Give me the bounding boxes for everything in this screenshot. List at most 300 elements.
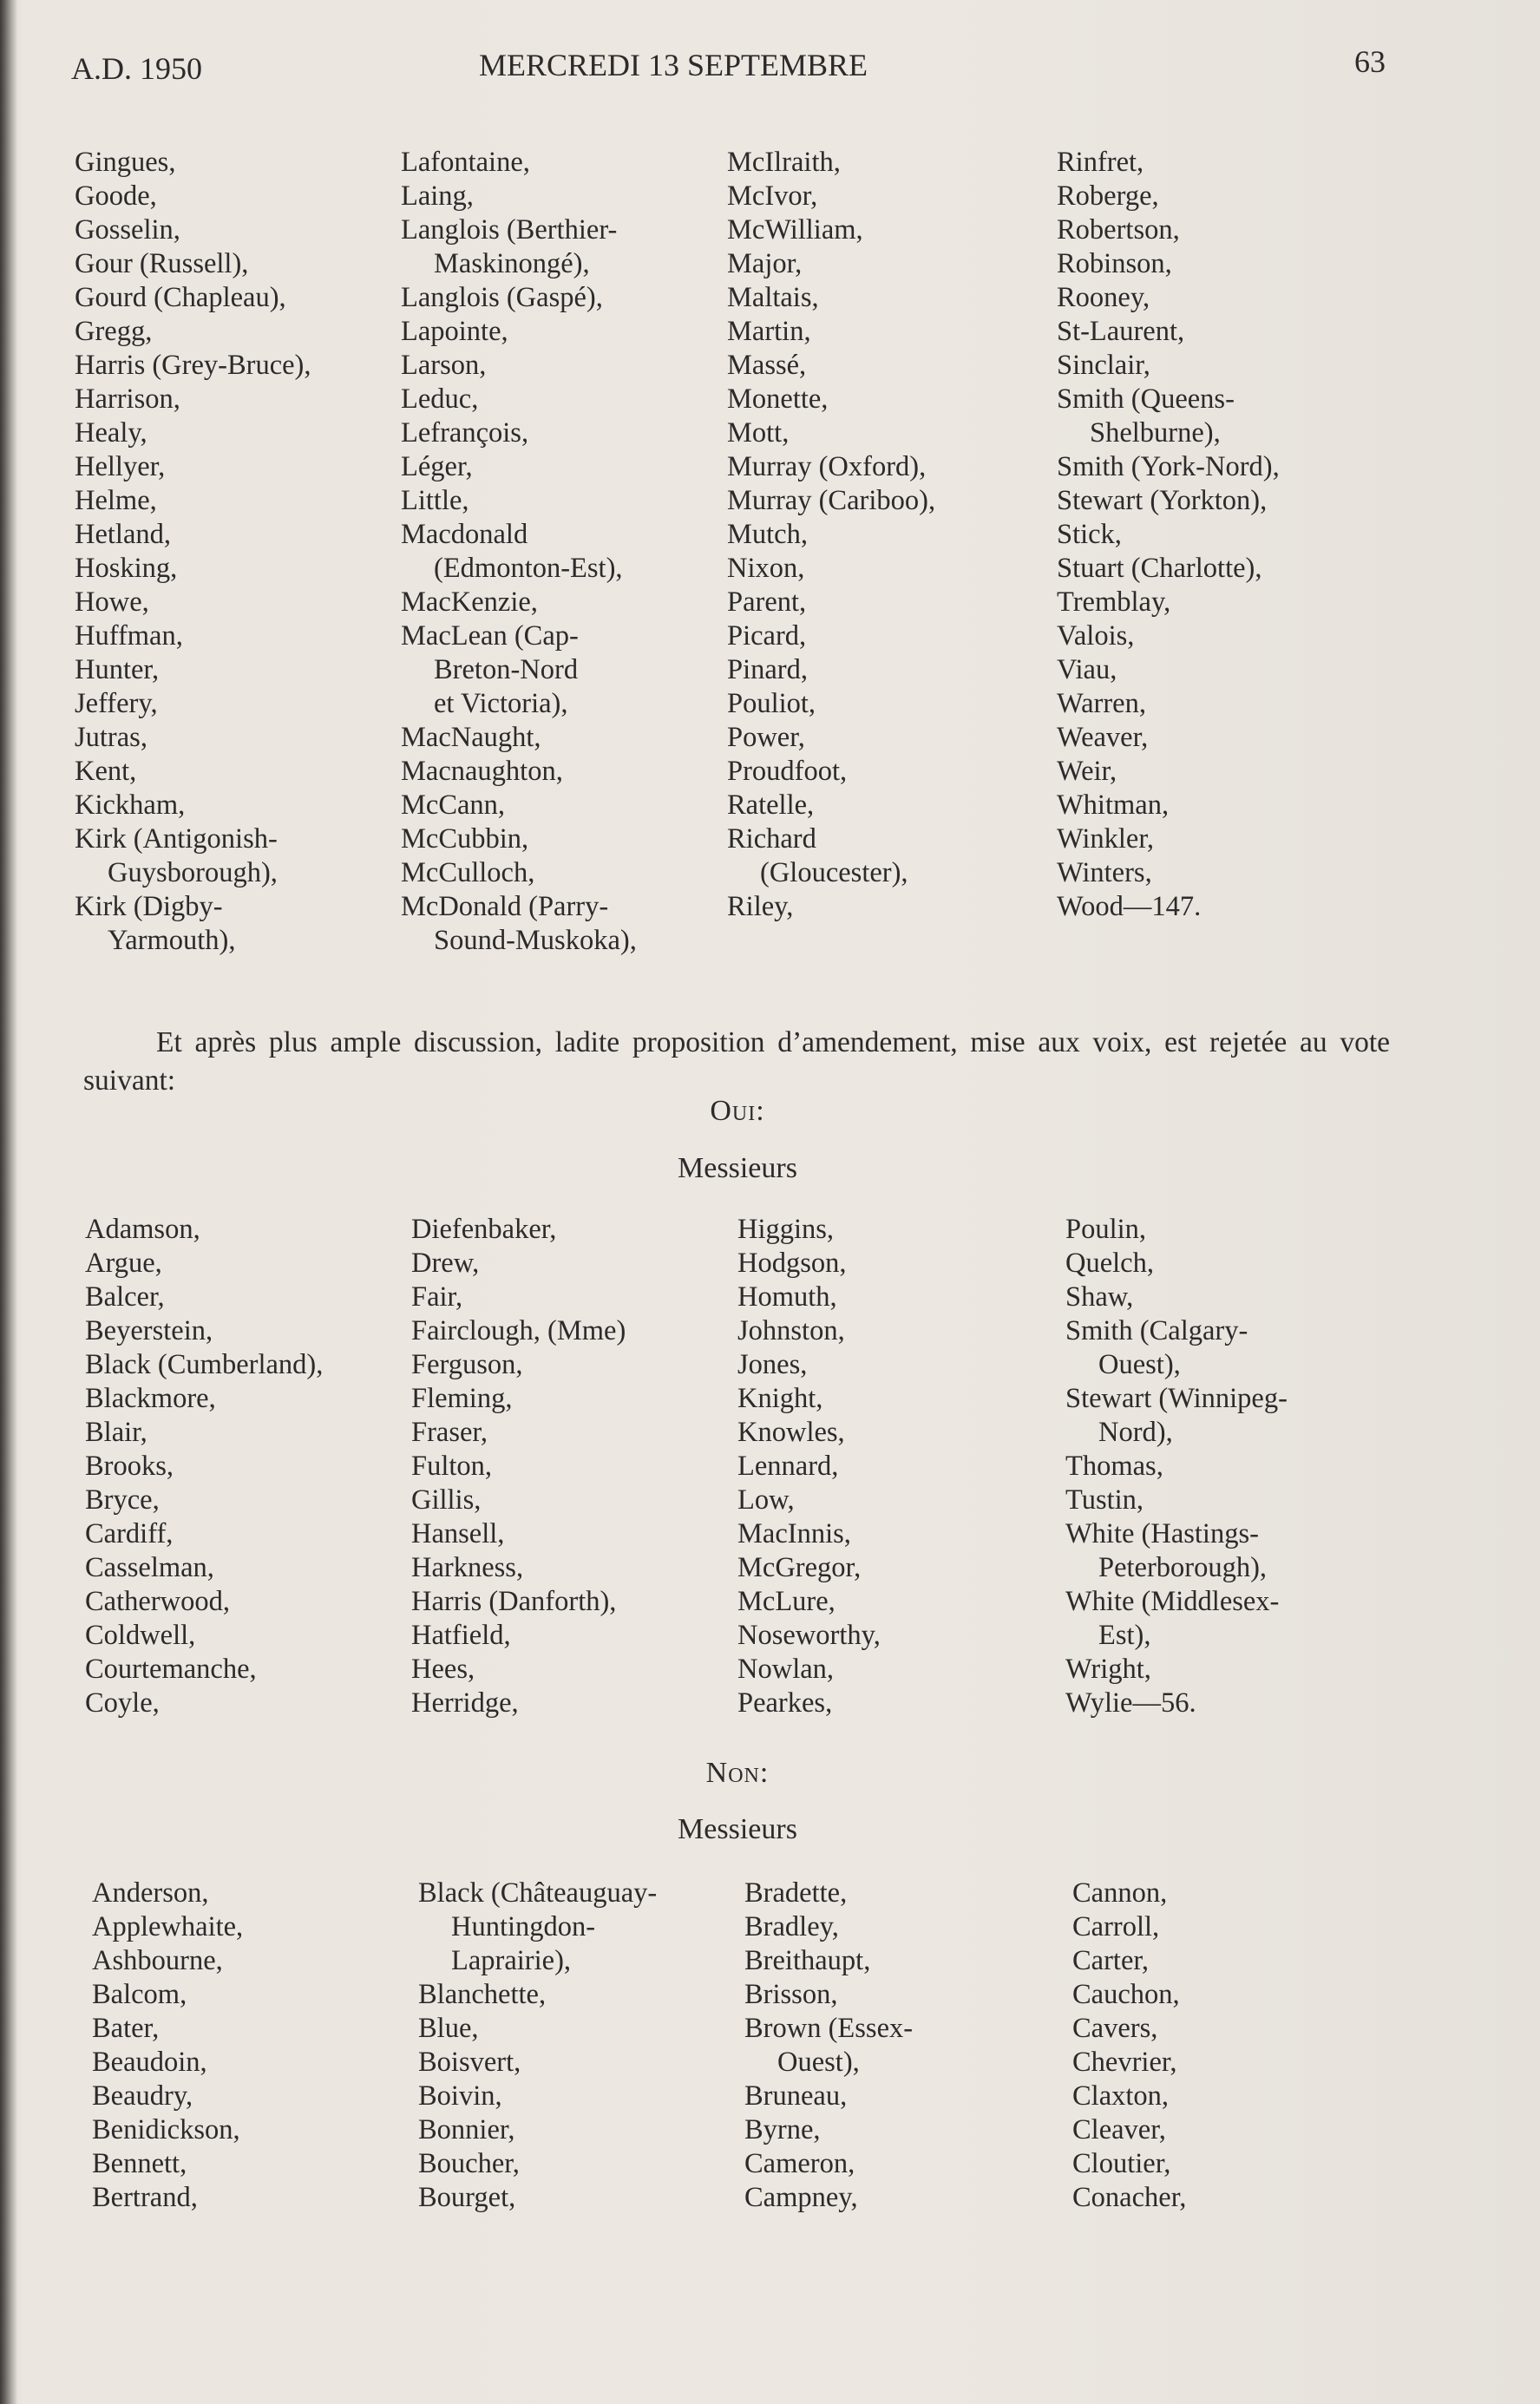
member-name (85, 1281, 411, 1314)
member-name-line: Carroll, (1072, 1911, 1160, 1942)
member-name (85, 1585, 411, 1619)
member-name (1072, 1944, 1186, 1978)
member-name-line: Whitman, (1057, 789, 1170, 821)
member-name (75, 315, 401, 349)
member-name-line: Anderson, (92, 1877, 209, 1909)
member-name (727, 619, 1057, 653)
member-name-line: Bonnier, (418, 2114, 515, 2145)
member-name-line: Adamson, (85, 1214, 200, 1245)
member-name-line: Diefenbaker, (411, 1214, 557, 1245)
member-name-line: MacInnis, (737, 1518, 851, 1549)
member-name (737, 1619, 1065, 1653)
member-name (92, 1910, 418, 1944)
member-name-line: Boucher, (418, 2148, 520, 2179)
member-name-line: Harris (Danforth), (411, 1586, 617, 1617)
member-name-line: Jeffery, (75, 688, 158, 719)
member-name-line: Low, (737, 1484, 795, 1516)
member-name-line: Stuart (Charlotte), (1057, 553, 1262, 584)
member-name-line: Beyerstein, (85, 1315, 213, 1346)
member-name-line: Weir, (1057, 756, 1117, 787)
member-name (85, 1247, 411, 1281)
member-name (1057, 518, 1280, 552)
member-name (85, 1382, 411, 1416)
member-name-line: Kirk (Antigonish- (75, 823, 278, 855)
member-name (1072, 2113, 1186, 2147)
member-name (727, 349, 1057, 383)
member-name (1072, 2012, 1186, 2046)
member-name-line: Goode, (75, 180, 157, 212)
page-number: 63 (1354, 44, 1386, 79)
member-name-line: Tremblay, (1057, 586, 1171, 618)
member-name (1057, 687, 1280, 721)
member-name (75, 687, 401, 721)
member-name (92, 1877, 418, 1910)
member-name (418, 2147, 744, 2181)
member-name-line: Little, (401, 485, 469, 516)
member-name-line: Poulin, (1065, 1214, 1147, 1245)
member-name (411, 1314, 737, 1348)
member-name-line: Kent, (75, 756, 137, 787)
member-name-line: Rooney, (1057, 282, 1150, 313)
member-name-line: Helme, (75, 485, 157, 516)
name-column (411, 1213, 737, 1720)
name-column (401, 146, 727, 958)
member-name (727, 383, 1057, 416)
member-name-line: Robinson, (1057, 248, 1172, 279)
member-name-line: Sinclair, (1057, 350, 1150, 381)
member-name (75, 552, 401, 586)
member-name-line: Robertson, (1057, 214, 1180, 246)
member-name-line: Gourd (Chapleau), (75, 282, 286, 313)
member-name (75, 383, 401, 416)
member-name-line: Applewhaite, (92, 1911, 244, 1942)
name-column (75, 146, 401, 958)
member-name-line: Tustin, (1065, 1484, 1144, 1516)
header-date: MERCREDI 13 SEPTEMBRE (479, 48, 868, 82)
member-name-continuation: Guysborough), (108, 857, 278, 888)
page-binding-shadow (0, 0, 17, 2404)
member-name-line: Catherwood, (85, 1586, 230, 1617)
member-name (727, 687, 1057, 721)
member-name-line: Ashbourne, (92, 1945, 223, 1976)
member-name-line: Lefrançois, (401, 417, 529, 449)
member-name (727, 755, 1057, 789)
member-name (401, 755, 727, 789)
member-name (744, 2147, 1072, 2181)
member-name (1057, 349, 1280, 383)
member-name-line: Lennard, (737, 1451, 839, 1482)
member-name (727, 822, 1057, 890)
member-name-continuation: Shelburne), (1090, 417, 1221, 449)
member-name-line: Richard (727, 823, 816, 855)
member-name (401, 383, 727, 416)
name-column (1072, 1877, 1186, 2215)
member-name-line: Brooks, (85, 1451, 174, 1482)
member-name (1057, 213, 1280, 247)
member-name-line: Wood—147. (1057, 891, 1202, 922)
member-name-line: Murray (Oxford), (727, 451, 927, 482)
member-name-line: Gingues, (75, 147, 176, 178)
member-name (727, 518, 1057, 552)
member-name-line: McIvor, (727, 180, 818, 212)
member-name-line: Bennett, (92, 2148, 187, 2179)
member-name (75, 822, 401, 890)
member-name (1065, 1281, 1288, 1314)
member-name (1057, 755, 1280, 789)
member-name-line: Fraser, (411, 1417, 488, 1448)
member-name (744, 1877, 1072, 1910)
member-name-line: Chevrier, (1072, 2047, 1177, 2078)
member-name-line: St-Laurent, (1057, 316, 1185, 347)
member-name (1057, 484, 1280, 518)
member-name-line: Blackmore, (85, 1383, 216, 1414)
member-name-line: Hetland, (75, 519, 172, 550)
member-name (401, 890, 727, 958)
member-name (401, 856, 727, 890)
member-name (727, 890, 1057, 924)
member-name (737, 1213, 1065, 1247)
member-name (85, 1450, 411, 1484)
member-name (411, 1619, 737, 1653)
member-name (744, 1944, 1072, 1978)
member-name (1057, 822, 1280, 856)
member-name (744, 2080, 1072, 2113)
member-name-line: Léger, (401, 451, 473, 482)
member-name-line: Bradette, (744, 1877, 848, 1909)
member-name-line: Beaudry, (92, 2080, 193, 2112)
member-name-line: Black (Châteauguay- (418, 1877, 658, 1909)
member-name-line: Gregg, (75, 316, 153, 347)
member-name-line: Black (Cumberland), (85, 1349, 324, 1380)
member-name (411, 1281, 737, 1314)
member-name-line: Valois, (1057, 620, 1135, 652)
member-name (418, 2113, 744, 2147)
member-name-line: Byrne, (744, 2114, 821, 2145)
member-name-line: Beaudoin, (92, 2047, 207, 2078)
name-column (744, 1877, 1072, 2215)
member-name (411, 1348, 737, 1382)
member-name (1065, 1382, 1288, 1450)
member-name (401, 518, 727, 586)
member-name (1072, 1910, 1186, 1944)
member-name-line: Courtemanche, (85, 1654, 257, 1685)
member-name-continuation: Maskinongé), (434, 248, 590, 279)
member-name-line: Macnaughton, (401, 756, 563, 787)
member-name-line: Claxton, (1072, 2080, 1170, 2112)
member-name (418, 2012, 744, 2046)
member-name (92, 1978, 418, 2012)
member-name (727, 315, 1057, 349)
member-name (1057, 721, 1280, 755)
member-name-line: McCubbin, (401, 823, 529, 855)
member-name-line: Rinfret, (1057, 147, 1144, 178)
member-name (75, 180, 401, 213)
member-name-line: McGregor, (737, 1552, 862, 1583)
name-column (92, 1877, 418, 2215)
member-name (411, 1484, 737, 1517)
member-name (401, 619, 727, 721)
member-name-line: Stewart (Yorkton), (1057, 485, 1268, 516)
member-name (727, 416, 1057, 450)
member-name-line: Blair, (85, 1417, 147, 1448)
member-name-line: Conacher, (1072, 2182, 1187, 2213)
member-name-line: Langlois (Berthier- (401, 214, 618, 246)
member-name-line: MacKenzie, (401, 586, 538, 618)
member-name-line: Pinard, (727, 654, 808, 685)
member-name-line: Parent, (727, 586, 807, 618)
member-name-line: Johnston, (737, 1315, 845, 1346)
member-name-line: Winters, (1057, 857, 1152, 888)
member-name-line: Noseworthy, (737, 1620, 881, 1651)
member-name (1057, 552, 1280, 586)
member-name-line: Bruneau, (744, 2080, 848, 2112)
member-name-line: Shaw, (1065, 1281, 1134, 1313)
oui-member-list (85, 1213, 1288, 1720)
member-name-line: Mutch, (727, 519, 808, 550)
member-name (737, 1314, 1065, 1348)
member-name-line: Wylie—56. (1065, 1687, 1196, 1719)
member-name-line: Pearkes, (737, 1687, 833, 1719)
member-name (401, 416, 727, 450)
member-name (401, 450, 727, 484)
member-name (727, 552, 1057, 586)
member-name (1057, 383, 1280, 450)
member-name-continuation: Ouest), (1098, 1349, 1181, 1380)
member-name (85, 1348, 411, 1382)
member-name (737, 1281, 1065, 1314)
member-name (75, 619, 401, 653)
member-name (411, 1517, 737, 1551)
member-name-line: White (Hastings- (1065, 1518, 1259, 1549)
member-name-line: Power, (727, 722, 805, 753)
member-name (1057, 281, 1280, 315)
member-name-line: Breithaupt, (744, 1945, 871, 1976)
member-name-line: Bradley, (744, 1911, 839, 1942)
member-name-line: Knowles, (737, 1417, 845, 1448)
member-name-line: Langlois (Gaspé), (401, 282, 603, 313)
member-name-line: Hodgson, (737, 1248, 847, 1279)
member-name-line: Boivin, (418, 2080, 502, 2112)
member-name-line: McCann, (401, 789, 506, 821)
member-name (75, 349, 401, 383)
member-name-continuation: Laprairie), (451, 1945, 572, 1976)
member-name-line: Viau, (1057, 654, 1117, 685)
member-name (401, 281, 727, 315)
member-name (75, 890, 401, 958)
member-name-continuation: Breton-Nord (434, 654, 579, 685)
member-name-line: Hellyer, (75, 451, 166, 482)
member-name-line: Cloutier, (1072, 2148, 1171, 2179)
member-name-line: Laing, (401, 180, 474, 212)
member-name-line: Herridge, (411, 1687, 519, 1719)
member-name-line: Major, (727, 248, 803, 279)
member-name (1057, 789, 1280, 822)
member-name (75, 653, 401, 687)
name-column (1057, 146, 1280, 958)
member-name-line: Fleming, (411, 1383, 513, 1414)
member-name-line: Huffman, (75, 620, 183, 652)
member-name-line: Riley, (727, 891, 794, 922)
member-name (1057, 586, 1280, 619)
member-name-line: MacNaught, (401, 722, 541, 753)
name-column (418, 1877, 744, 2215)
member-name-line: Blue, (418, 2013, 479, 2044)
member-name-line: Carter, (1072, 1945, 1150, 1976)
member-name-line: Stewart (Winnipeg- (1065, 1383, 1288, 1414)
member-name-line: Leduc, (401, 383, 479, 415)
member-name-line: Bertrand, (92, 2182, 198, 2213)
member-name (92, 2113, 418, 2147)
member-name (401, 213, 727, 281)
member-name-line: Bourget, (418, 2182, 516, 2213)
member-name-line: Hosking, (75, 553, 178, 584)
member-name-line: Smith (Calgary- (1065, 1315, 1248, 1346)
member-name (92, 2080, 418, 2113)
member-name-line: Kickham, (75, 789, 186, 821)
member-name (1065, 1585, 1288, 1653)
member-name-line: Gillis, (411, 1484, 482, 1516)
member-name (737, 1517, 1065, 1551)
member-name (1072, 2046, 1186, 2080)
member-name-line: Macdonald (401, 519, 528, 550)
member-name-line: Harrison, (75, 383, 180, 415)
member-name (75, 789, 401, 822)
member-name (418, 2046, 744, 2080)
member-name-line: Murray (Cariboo), (727, 485, 936, 516)
member-name-continuation: Nord), (1098, 1417, 1173, 1448)
member-name-line: Gour (Russell), (75, 248, 249, 279)
member-name-line: Cleaver, (1072, 2114, 1166, 2145)
member-name-line: White (Middlesex- (1065, 1586, 1280, 1617)
member-name-line: Smith (York-Nord), (1057, 451, 1280, 482)
member-name (737, 1585, 1065, 1619)
member-name-continuation: Huntingdon- (451, 1911, 596, 1942)
member-name (737, 1450, 1065, 1484)
member-name-line: Gosselin, (75, 214, 180, 246)
member-name-line: Monette, (727, 383, 829, 415)
member-name-line: Brown (Essex- (744, 2013, 914, 2044)
oui-messieurs-heading: Messieurs (678, 1152, 797, 1184)
member-name (411, 1382, 737, 1416)
member-name (411, 1585, 737, 1619)
non-heading: Non: (705, 1757, 770, 1789)
member-name-line: Knight, (737, 1383, 823, 1414)
member-name-line: Homuth, (737, 1281, 837, 1313)
member-name-line: Proudfoot, (727, 756, 848, 787)
member-name-line: Blanchette, (418, 1979, 547, 2010)
member-name-line: Ferguson, (411, 1349, 523, 1380)
member-name (401, 315, 727, 349)
member-name-line: Picard, (727, 620, 807, 652)
member-name (737, 1348, 1065, 1382)
member-name (727, 180, 1057, 213)
page-header (71, 43, 1386, 92)
member-name (85, 1653, 411, 1687)
member-name (411, 1247, 737, 1281)
member-name (418, 2181, 744, 2215)
member-name-line: Casselman, (85, 1552, 214, 1583)
member-name-line: Bater, (92, 2013, 160, 2044)
non-member-list (92, 1877, 1186, 2215)
member-name (411, 1653, 737, 1687)
member-name (411, 1450, 737, 1484)
member-name-line: McWilliam, (727, 214, 863, 246)
member-name-line: Jones, (737, 1349, 808, 1380)
member-name (1057, 856, 1280, 890)
member-name-line: Ratelle, (727, 789, 815, 821)
member-name (401, 789, 727, 822)
member-name (75, 247, 401, 281)
member-name (75, 416, 401, 450)
member-name-line: Benidickson, (92, 2114, 240, 2145)
member-name (411, 1213, 737, 1247)
member-name-continuation: et Victoria), (434, 688, 568, 719)
member-name (737, 1484, 1065, 1517)
member-name-line: Wright, (1065, 1654, 1151, 1685)
member-name (1065, 1213, 1288, 1247)
member-name (737, 1687, 1065, 1720)
member-name (727, 653, 1057, 687)
member-name (1065, 1247, 1288, 1281)
member-name (727, 213, 1057, 247)
member-name (1065, 1450, 1288, 1484)
member-name (411, 1416, 737, 1450)
member-name (92, 1944, 418, 1978)
member-name (727, 247, 1057, 281)
member-name (411, 1551, 737, 1585)
member-name-line: Roberge, (1057, 180, 1159, 212)
member-name (1057, 450, 1280, 484)
member-name-line: Larson, (401, 350, 487, 381)
member-name (401, 721, 727, 755)
member-name (744, 1910, 1072, 1944)
member-name-line: McDonald (Parry- (401, 891, 609, 922)
member-name-continuation: Yarmouth), (108, 925, 236, 956)
vote-paragraph: Et après plus ample discussion, ladite proposition d’amendement, mise aux voix, est rejetée au vote suivant: (83, 1025, 1390, 1097)
member-name (1065, 1653, 1288, 1687)
member-name-line: Jutras, (75, 722, 147, 753)
member-name (727, 721, 1057, 755)
member-name-line: Cavers, (1072, 2013, 1158, 2044)
member-name (1065, 1687, 1288, 1720)
member-name (401, 146, 727, 180)
member-name (85, 1213, 411, 1247)
member-name-line: Cauchon, (1072, 1979, 1180, 2010)
member-name (418, 2080, 744, 2113)
member-name-line: MacLean (Cap- (401, 620, 579, 652)
member-name (85, 1687, 411, 1720)
member-name (1057, 619, 1280, 653)
member-name-line: McCulloch, (401, 857, 535, 888)
member-name (75, 281, 401, 315)
member-name-line: Hatfield, (411, 1620, 511, 1651)
member-name-line: Harkness, (411, 1552, 524, 1583)
member-name (1057, 180, 1280, 213)
member-name (401, 586, 727, 619)
member-name (727, 789, 1057, 822)
member-name (1057, 247, 1280, 281)
member-name-line: Mott, (727, 417, 790, 449)
member-name (1057, 890, 1280, 924)
oui-heading: Oui: (710, 1095, 765, 1127)
name-column (85, 1213, 411, 1720)
member-name-line: Healy, (75, 417, 147, 449)
member-name-line: Warren, (1057, 688, 1146, 719)
member-name-line: Quelch, (1065, 1248, 1154, 1279)
member-name-line: Boisvert, (418, 2047, 521, 2078)
member-name (1072, 2147, 1186, 2181)
member-name (727, 281, 1057, 315)
